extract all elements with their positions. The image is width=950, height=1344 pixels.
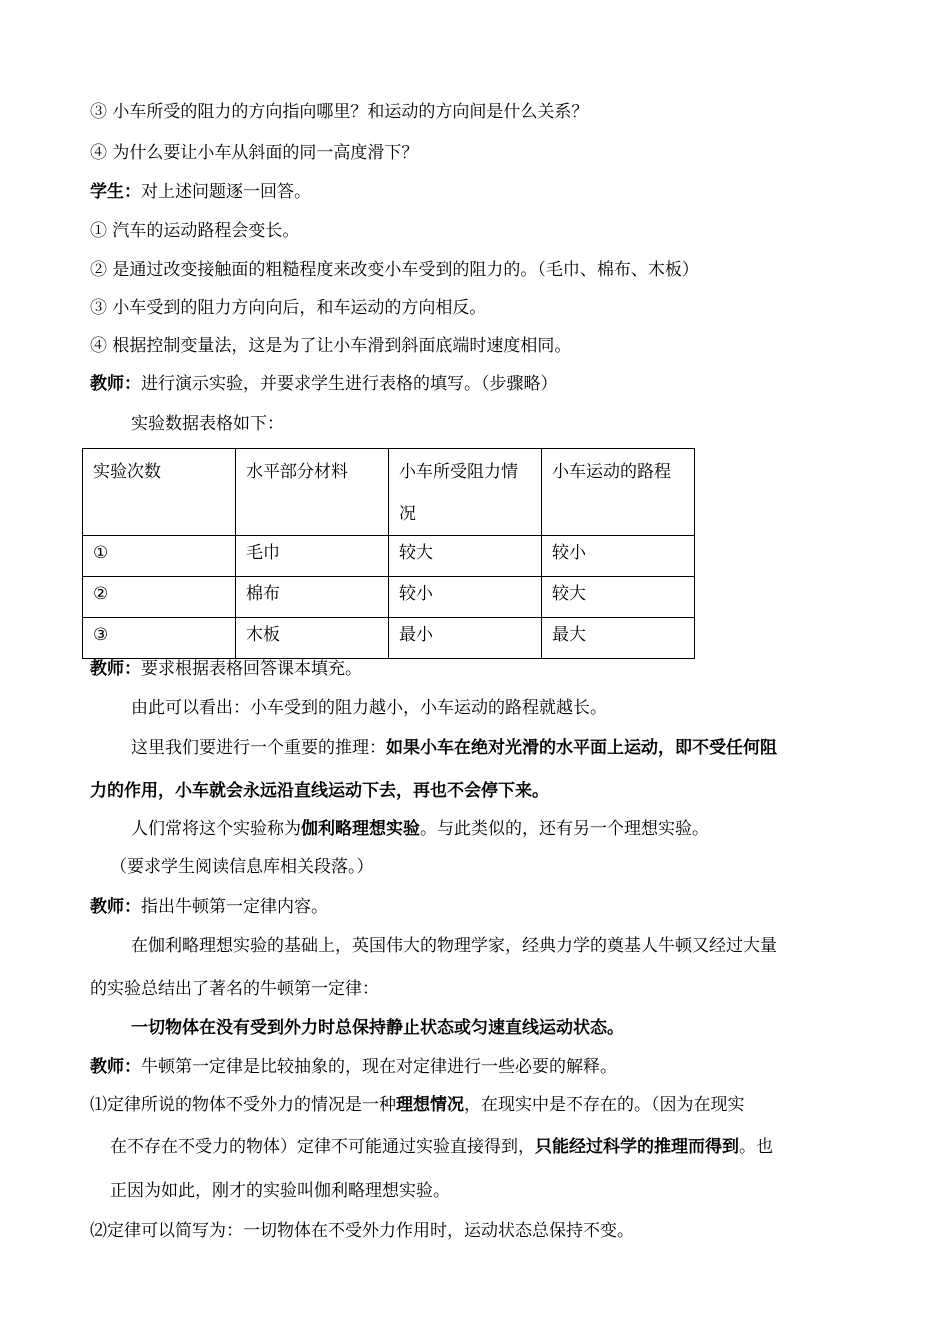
teacher-text: 指出牛顿第一定律内容。 (141, 897, 328, 917)
table-cell: 毛巾 (236, 536, 389, 577)
student-answer-4: ④ 根据控制变量法，这是为了让小车滑到斜面底端时速度相同。 (90, 336, 572, 356)
table-cell: 较小 (542, 536, 695, 577)
table-row (83, 536, 695, 577)
teacher-note-1 (90, 372, 558, 396)
reasoning-bold-1: 如果小车在绝对光滑的水平面上运动，即不受任何阻 (386, 738, 777, 758)
reasoning-line-1 (131, 736, 777, 760)
teacher-text: 要求根据表格回答课本填充。 (141, 659, 362, 679)
teacher-note-2 (90, 657, 362, 681)
student-label: 学生： (90, 182, 141, 202)
teacher-label: 教师： (90, 1057, 141, 1077)
table-cell: ① (83, 536, 236, 577)
newton-intro-line-2: 的实验总结出了著名的牛顿第一定律： (90, 979, 379, 999)
teacher-text: 牛顿第一定律是比较抽象的，现在对定律进行一些必要的解释。 (141, 1057, 617, 1077)
ideal-suffix: 。与此类似的，还有另一个理想实验。 (420, 819, 709, 839)
table-row (83, 618, 695, 659)
newton-intro-line-1: 在伽利略理想实验的基础上，英国伟大的物理学家，经典力学的奠基人牛顿又经过大量 (131, 936, 777, 956)
explanation-1-line-2 (110, 1135, 773, 1159)
explain-text: ，在现实中是不存在的。（因为在现实 (464, 1095, 745, 1115)
teacher-note-4 (90, 1055, 617, 1079)
explain-text: 。也 (739, 1137, 773, 1157)
table-header-row (83, 449, 695, 536)
table-intro: 实验数据表格如下： (131, 414, 284, 434)
student-answer-1: ① 汽车的运动路程会变长。 (90, 221, 300, 241)
explanation-2: ⑵定律可以简写为：一切物体在不受外力作用时，运动状态总保持不变。 (90, 1221, 634, 1241)
ideal-experiment-line (131, 817, 709, 841)
table-cell: ② (83, 577, 236, 618)
explanation-1-line-3: 正因为如此，刚才的实验叫伽利略理想实验。 (110, 1181, 450, 1201)
student-text: 对上述问题逐一回答。 (141, 182, 311, 202)
table-cell: 最大 (542, 618, 695, 659)
table-header-cell: 实验次数 (83, 449, 236, 536)
table-row (83, 577, 695, 618)
explain-text: 在不存在不受力的物体）定律不可能通过实验直接得到， (110, 1137, 535, 1157)
explain-bold: 只能经过科学的推理而得到 (535, 1137, 739, 1157)
conclusion-text: 由此可以看出：小车受到的阻力越小，小车运动的路程就越长。 (131, 698, 607, 718)
student-answer-3: ③ 小车受到的阻力方向向后，和车运动的方向相反。 (90, 298, 487, 318)
explain-bold: 理想情况 (396, 1095, 464, 1115)
ideal-bold: 伽利略理想实验 (301, 819, 420, 839)
table-cell: ③ (83, 618, 236, 659)
reasoning-prefix: 这里我们要进行一个重要的推理： (131, 738, 386, 758)
student-response-intro (90, 180, 311, 204)
explanation-1-line-1 (90, 1093, 745, 1117)
teacher-label: 教师： (90, 659, 141, 679)
table-cell: 较大 (542, 577, 695, 618)
table-cell: 木板 (236, 618, 389, 659)
teacher-text: 进行演示实验，并要求学生进行表格的填写。（步骤略） (141, 374, 558, 394)
table-cell: 最小 (389, 618, 542, 659)
reading-note: （要求学生阅读信息库相关段落。） (110, 857, 374, 877)
experiment-data-table (82, 448, 695, 659)
table-cell: 较小 (389, 577, 542, 618)
student-answer-2: ② 是通过改变接触面的粗糙程度来改变小车受到的阻力的。（毛巾、棉布、木板） (90, 260, 699, 280)
table-header-cell: 小车运动的路程 (542, 449, 695, 536)
reasoning-line-2: 力的作用，小车就会永远沿直线运动下去，再也不会停下来。 (90, 781, 549, 801)
explain-text: ⑴定律所说的物体不受外力的情况是一种 (90, 1095, 396, 1115)
teacher-label: 教师： (90, 374, 141, 394)
teacher-note-3 (90, 895, 328, 919)
question-3: ③ 小车所受的阻力的方向指向哪里？和运动的方向间是什么关系？ (90, 102, 589, 122)
teacher-label: 教师： (90, 897, 141, 917)
table-header-cell: 小车所受阻力情况 (389, 449, 542, 536)
table-cell: 棉布 (236, 577, 389, 618)
newton-first-law: 一切物体在没有受到外力时总保持静止状态或匀速直线运动状态。 (131, 1018, 624, 1038)
ideal-prefix: 人们常将这个实验称为 (131, 819, 301, 839)
question-4: ④ 为什么要让小车从斜面的同一高度滑下？ (90, 143, 419, 163)
table-cell: 较大 (389, 536, 542, 577)
table-header-cell: 水平部分材料 (236, 449, 389, 536)
